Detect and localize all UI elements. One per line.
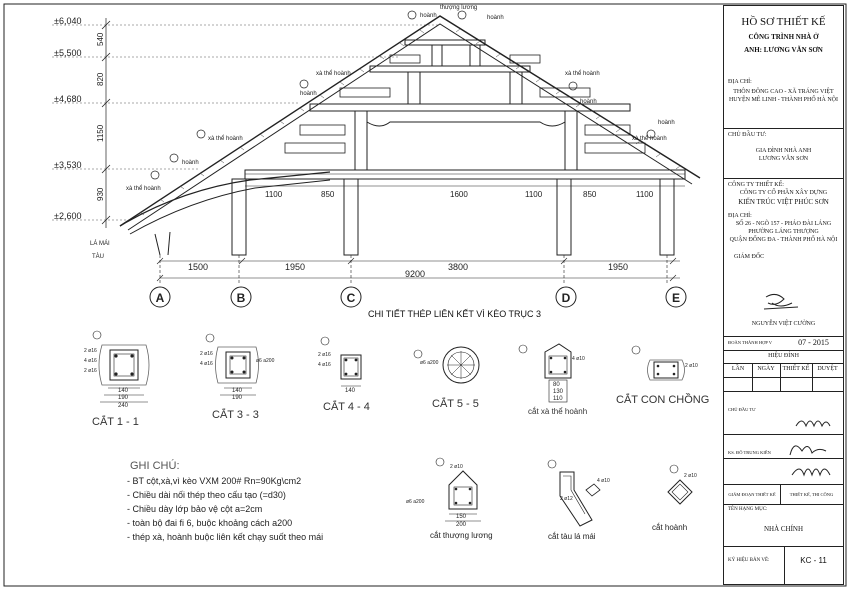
tb-location-2: HUYỆN MÊ LINH - THÀNH PHỐ HÀ NỘI xyxy=(728,97,839,103)
tb-sheet-name: NHÀ CHÍNH xyxy=(763,525,804,533)
roof-truss xyxy=(120,16,700,285)
rebar-label: ø6 a200 xyxy=(406,499,425,505)
rebar-label: 2 ø10 xyxy=(684,473,697,479)
tb-role2: KS. ĐỖ TRUNG KIÊN xyxy=(728,450,771,455)
label-hoanh: hoành xyxy=(300,91,317,97)
rebar-labels xyxy=(84,348,698,374)
elevation-label: ±6,040 xyxy=(54,16,82,26)
section-label: CẮT 3 - 3 xyxy=(212,409,259,421)
section-dim: 200 xyxy=(456,522,467,528)
section-tau-la-mai xyxy=(548,460,600,526)
axis-D: D xyxy=(561,291,571,305)
rebar-label: 2 ø12 xyxy=(560,496,573,502)
tb-revision-label: HIỆU ĐÍNH xyxy=(768,353,799,359)
section-dim: 190 xyxy=(118,395,129,401)
rebar-label: 4 ø16 xyxy=(318,362,331,368)
section-label: CẮT 4 - 4 xyxy=(323,401,370,413)
tb-project: CÔNG TRÌNH NHÀ Ở xyxy=(748,33,819,41)
tb-location-label: ĐỊA CHỈ: xyxy=(728,79,752,85)
elevation-label: ±2,600 xyxy=(54,211,82,221)
axis-span: 1500 xyxy=(188,262,209,272)
rev-col: NGÀY xyxy=(757,366,775,372)
section-dim: 140 xyxy=(118,388,129,394)
elevation-label: ±5,500 xyxy=(54,48,82,58)
vertical-dim: 820 xyxy=(96,72,105,86)
section-hoanh xyxy=(668,465,692,504)
beam-span: 1100 xyxy=(265,190,283,199)
label-hoanh: hoành xyxy=(658,120,675,126)
section-3-3 xyxy=(206,334,259,395)
section-dim: 190 xyxy=(232,395,243,401)
elevation-label: ±3,530 xyxy=(54,160,82,170)
rebar-label: 2 ø10 xyxy=(450,464,463,470)
note-item: - toàn bộ đai fi 6, buộc khoảng cách a200 xyxy=(127,518,293,528)
section-labels-row2 xyxy=(406,464,697,541)
section-labels-row1 xyxy=(92,393,709,428)
beam-span: 1600 xyxy=(450,190,468,199)
rebar-label: 4 ø16 xyxy=(200,361,213,367)
vertical-dim: 540 xyxy=(96,32,105,46)
signature-2 xyxy=(786,437,830,459)
tb-title: HỒ SƠ THIẾT KẾ xyxy=(741,16,826,28)
tb-location-1: THÔN ĐÔNG CAO - XÃ TRÁNG VIỆT xyxy=(733,89,834,95)
tb-designer-addr-label: ĐỊA CHỈ: xyxy=(728,213,752,219)
label-xa-the-hoanh: xà thể hoành xyxy=(208,136,243,142)
section-dim: 240 xyxy=(118,403,129,409)
tb-investor-2: LƯƠNG VĂN SƠN xyxy=(758,156,809,162)
tb-sheet-name-label: TÊN HẠNG MỤC: xyxy=(728,507,768,512)
rebar-label: 4 ø10 xyxy=(572,356,585,362)
label-thuong-luong: thượng lương xyxy=(440,5,478,11)
beam-span: 1100 xyxy=(636,190,654,199)
label-xa-the-hoanh: xà thể hoành xyxy=(126,186,161,192)
section-details-row2 xyxy=(436,458,692,526)
axis-C: C xyxy=(346,291,356,305)
rebar-label: 4 ø10 xyxy=(597,478,610,484)
rebar-label: 2 ø16 xyxy=(318,352,331,358)
tb-designer-2: KIẾN TRÚC VIỆT PHÚC SƠN xyxy=(738,198,829,206)
label-la-mai: LÁ MÁI xyxy=(90,241,110,247)
label-hoanh: hoành xyxy=(487,15,504,21)
notes-heading: GHI CHÚ: xyxy=(130,460,180,472)
rev-col: DUYỆT xyxy=(817,366,838,372)
axis-dimensions xyxy=(157,258,680,281)
note-item: - Chiều dài nối thép theo cấu tạo (=d30) xyxy=(127,490,286,500)
rev-col: THIẾT KẾ xyxy=(782,366,810,372)
beam-span: 850 xyxy=(321,190,335,199)
beam-span: 850 xyxy=(583,190,597,199)
tb-investor-label: CHỦ ĐẦU TƯ: xyxy=(728,132,767,138)
section-dim: 140 xyxy=(345,388,356,394)
tb-sheet-code: KC - 11 xyxy=(800,556,827,565)
axis-B: B xyxy=(236,291,246,305)
tb-date: 07 - 2015 xyxy=(798,338,829,347)
title-block xyxy=(723,5,844,585)
beam-span-dims xyxy=(245,186,685,199)
vertical-dim: 930 xyxy=(96,187,105,201)
label-hoanh: hoành xyxy=(580,99,597,105)
rebar-label: 2 ø16 xyxy=(200,351,213,357)
section-label: cắt thượng lương xyxy=(430,531,493,540)
rebar-label: 4 ø16 xyxy=(84,358,97,364)
section-label: CẮT 5 - 5 xyxy=(432,398,479,410)
beam-span: 1100 xyxy=(525,190,543,199)
tb-director-name: NGUYỄN VIỆT CƯỜNG xyxy=(751,321,816,327)
label-hoanh: hoành xyxy=(182,160,199,166)
section-label: cắt hoành xyxy=(652,523,688,532)
tb-role3b: THIẾT KẾ, THI CÔNG xyxy=(789,492,834,497)
label-tau: TÀU xyxy=(92,254,104,260)
section-label: cắt xà thể hoành xyxy=(528,407,588,416)
rebar-label: 2 ø16 xyxy=(84,348,97,354)
detail-title: CHI TIẾT THÉP LIÊN KẾT VÌ KÈO TRỤC 3 xyxy=(368,309,542,319)
total-span: 9200 xyxy=(405,269,426,279)
signature-1 xyxy=(794,414,834,430)
note-item: - Chiều dày lớp bảo vệ cột a=2cm xyxy=(127,504,263,514)
section-callouts xyxy=(151,11,655,179)
tb-designer-addr-2: PHƯỜNG LÁNG THƯỢNG xyxy=(748,229,819,235)
section-label: CẮT CON CHỒNG xyxy=(616,394,710,406)
tb-phase-label: ĐOÀN THÀNH HỢP V xyxy=(728,340,773,345)
tb-designer-addr-3: QUẬN ĐỐNG ĐA - THÀNH PHỐ HÀ NỘI xyxy=(729,237,838,243)
rebar-label: 2 ø10 xyxy=(685,363,698,369)
section-dim: 150 xyxy=(456,514,467,520)
rebar-label: ø6 a200 xyxy=(256,358,275,364)
section-dim: 80 xyxy=(553,382,560,388)
tb-owner: ANH: LƯƠNG VĂN SƠN xyxy=(744,46,823,54)
rev-col: LẦN xyxy=(731,366,745,372)
section-label: cắt tàu lá mái xyxy=(548,532,596,541)
tb-role3: GIÁM ĐOẠN THIẾT KẾ xyxy=(728,492,776,497)
note-item: - BT cột,xà,vì kèo VXM 200# Rn=90Kg\cm2 xyxy=(127,476,302,486)
vertical-dim: 1150 xyxy=(96,124,105,142)
section-details-row1 xyxy=(93,331,685,402)
section-dim: 140 xyxy=(232,388,243,394)
axis-span: 1950 xyxy=(285,262,306,272)
section-dim: 110 xyxy=(553,396,563,402)
rebar-label: 2 ø16 xyxy=(84,368,97,374)
axis-span: 1950 xyxy=(608,262,629,272)
label-xa-the-hoanh: xà thể hoành xyxy=(316,71,351,77)
note-item: - thép xà, hoành buộc liên kết chạy suốt theo mái xyxy=(127,532,324,542)
tb-investor-1: GIA ĐÌNH NHÀ ANH xyxy=(755,148,812,154)
tb-designer-addr-1: SỐ 26 - NGÕ 157 - PHÁO ĐÀI LÁNG xyxy=(735,221,832,227)
director-signature xyxy=(762,291,802,313)
label-xa-the-hoanh: xà thể hoành xyxy=(565,71,600,77)
label-hoanh: hoành xyxy=(420,13,437,19)
axis-E: E xyxy=(671,291,681,305)
axis-bubbles xyxy=(150,287,686,307)
section-label: CẮT 1 - 1 xyxy=(92,416,139,428)
tb-director-label: GIÁM ĐỐC xyxy=(734,254,765,260)
member-callouts xyxy=(90,5,675,260)
rebar-label: ø6 a200 xyxy=(420,360,439,366)
section-dim: 130 xyxy=(553,389,564,395)
notes xyxy=(127,459,323,542)
axis-A: A xyxy=(155,291,165,305)
tb-designer-1: CÔNG TY CỔ PHẦN XÂY DỰNG xyxy=(739,190,828,196)
signature-3 xyxy=(790,461,834,481)
axis-span: 3800 xyxy=(448,262,469,272)
tb-sheet-code-label: KÝ HIỆU BẢN VẼ: xyxy=(728,558,770,563)
section-con-chong xyxy=(632,346,685,380)
section-xa-the-hoanh xyxy=(519,344,571,402)
tb-role1: CHỦ ĐẦU TƯ xyxy=(728,407,756,412)
tb-designer-label: CÔNG TY THIẾT KẾ: xyxy=(728,182,784,188)
elevation-label: ±4,680 xyxy=(54,94,82,104)
label-xa-the-hoanh: xà thể hoành xyxy=(632,136,667,142)
